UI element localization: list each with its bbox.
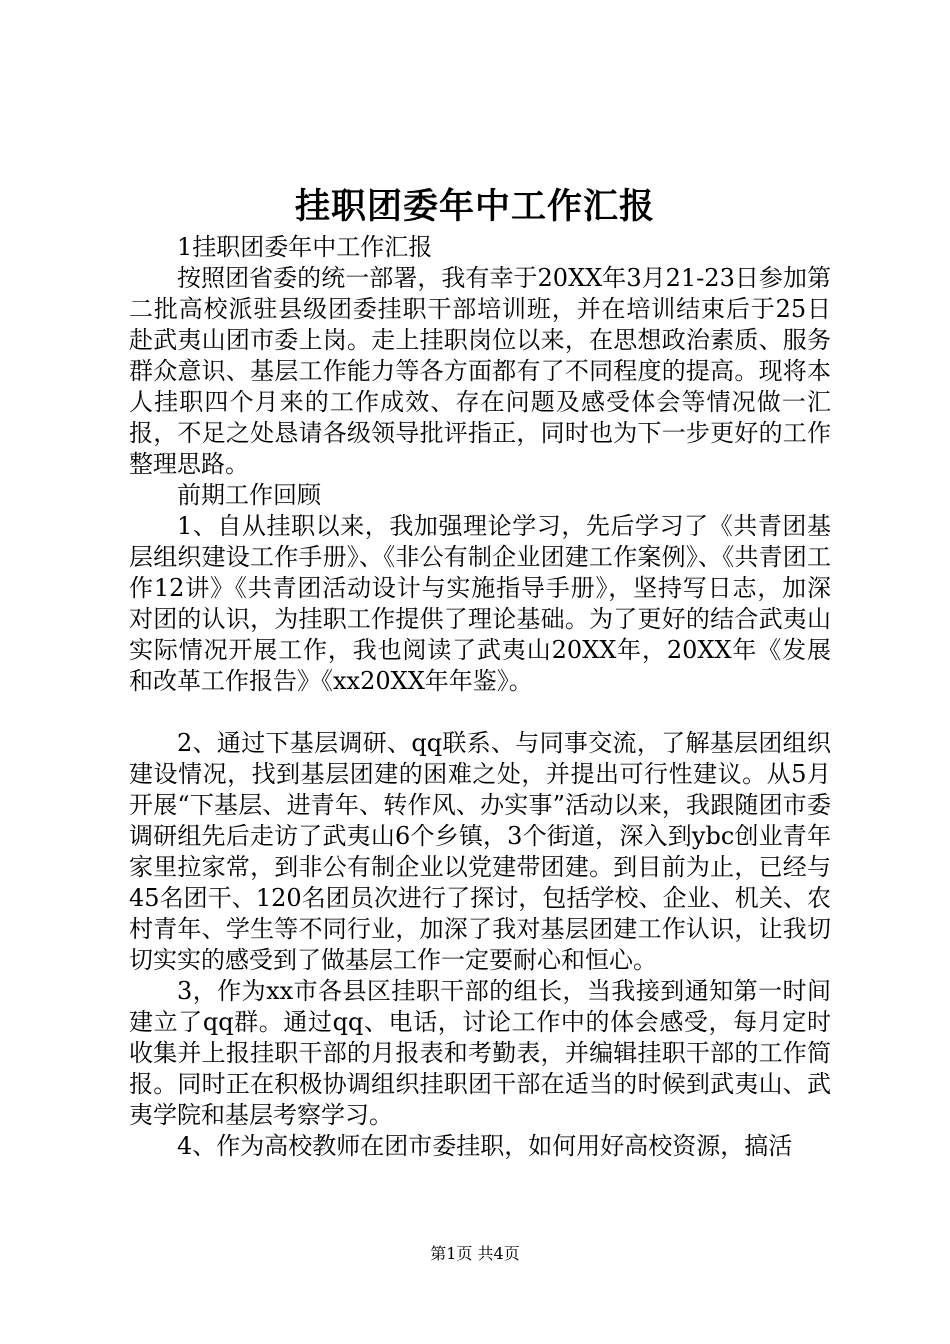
- document-title: 挂职团委年中工作汇报: [294, 186, 655, 227]
- paragraph-item-1: 1、自从挂职以来，我加强理论学习，先后学习了《共青团基层组织建设工作手册》、《非公有制企业团建工作案例》、《共青团工作12讲》《共青团活动设计与实施指导手册》，坚持写日志，加深对团的认识，为挂职工作提供了理论基础。为了更好的结合武夷山实际情况开展工作，我也阅读了武夷山20XX年，20XX年《发展和改革工作报告》《xx20XX年年鉴》。: [129, 512, 831, 695]
- section-heading-review: 前期工作回顾: [177, 481, 321, 509]
- paragraph-intro: 按照团省委的统一部署，我有幸于20XX年3月21-23日参加第二批高校派驻县级团委挂职干部培训班，并在培训结束后于25日赴武夷山团市委上岗。走上挂职岗位以来，在思想政治素质、服务群众意识、基层工作能力等各方面都有了不同程度的提高。现将本人挂职四个月来的工作成效、存在问题及感受体会等情况做一汇报，不足之处恳请各级领导批评指正，同时也为下一步更好的工作整理思路。: [129, 264, 831, 478]
- paragraph-item-4: 4、作为高校教师在团市委挂职，如何用好高校资源，搞活: [177, 1132, 793, 1160]
- paragraph-subtitle: 1挂职团委年中工作汇报: [177, 233, 433, 261]
- paragraph-item-2: 2、通过下基层调研、qq联系、与同事交流，了解基层团组织建设情况，找到基层团建的困难之处，并提出可行性建议。从5月开展“下基层、进青年、转作风、办实事”活动以来，我跟随团市委调研组先后走访了武夷山6个乡镇，3个街道，深入到ybc创业青年家里拉家常，到非公有制企业以党建带团建。到目前为止，已经与45名团干、120名团员次进行了探讨，包括学校、企业、机关、农村青年、学生等不同行业，加深了我对基层团建工作认识，让我切切实实的感受到了做基层工作一定要耐心和恒心。: [129, 729, 831, 974]
- document-body: [129, 232, 831, 1162]
- page-footer: 第1页 共4页: [430, 1244, 520, 1263]
- paragraph-item-3: 3，作为xx市各县区挂职干部的组长，当我接到通知第一时间建立了qq群。通过qq、电话，讨论工作中的体会感受，每月定时收集并上报挂职干部的月报表和考勤表，并编辑挂职干部的工作简报。同时正在积极协调组织挂职团干部在适当的时候到武夷山、武夷学院和基层考察学习。: [129, 977, 831, 1129]
- paragraph-spacer: [129, 697, 831, 728]
